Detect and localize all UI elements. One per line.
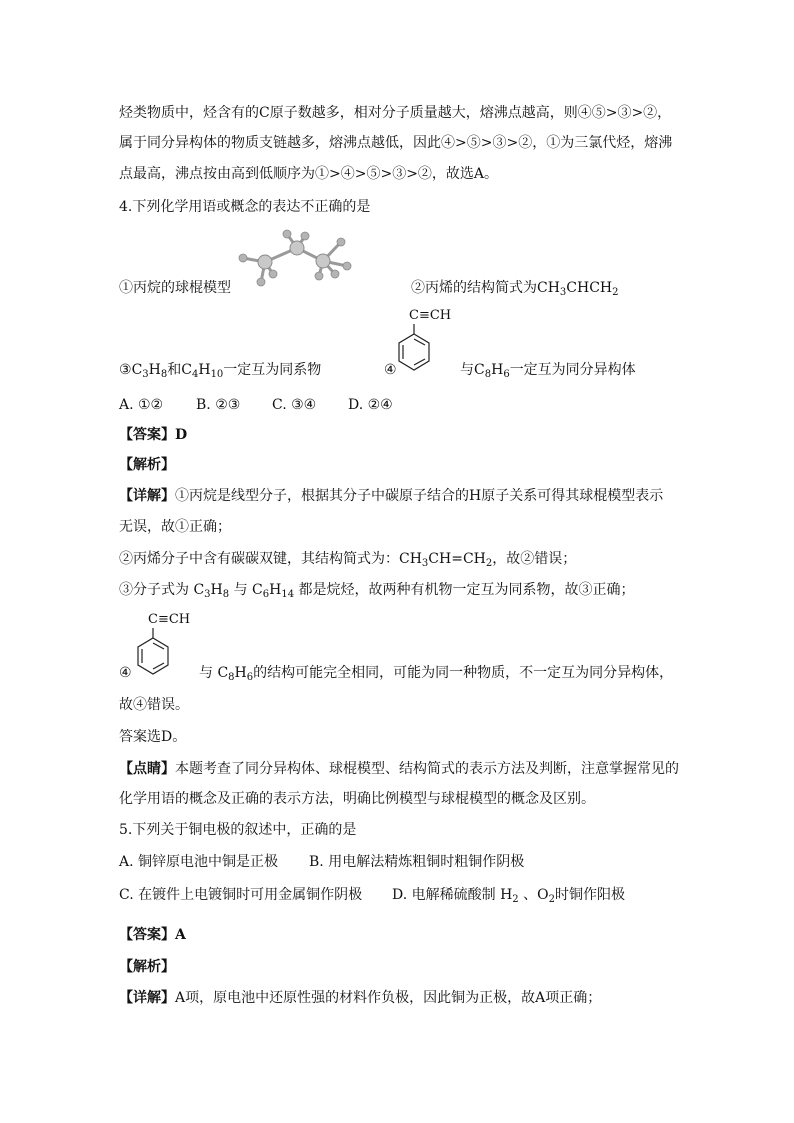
q4-detail-1: 【详解】①丙烷是线型分子，根据其分子中碳原子结合的H原子关系可得其球棍模型表示	[119, 488, 664, 504]
q4-analysis-heading: 【解析】	[119, 457, 175, 473]
alkyne-label-1: C≡CH	[409, 308, 452, 323]
alkyne-label-2: C≡CH	[148, 612, 191, 627]
q4-detail-5: 与 $C_8H_6$的结构可能完全相同，可能为同一种物质，不一定互为同分异构体，	[199, 665, 674, 683]
q4-choice-b: B. ②③	[196, 397, 241, 413]
q4-option-4-number: ④	[384, 362, 397, 378]
q4-option-4: 与$C_8H_6$一定互为同分异构体	[460, 362, 636, 380]
q5-choice-d: D. 电解稀硫酸制 $H_2$ 、$O_2$时铜作阳极	[392, 887, 625, 905]
q4-title: 4.下列化学用语或概念的表达不正确的是	[119, 199, 371, 215]
q4-detail-2: 无误，故①正确；	[119, 519, 231, 535]
q4-detail-6: 故④错误。	[119, 697, 189, 713]
intro-line-2: 属于同分异构体的物质支链越多，熔沸点越低，因此④>⑤>③>②，①为三氯代烃，熔沸	[119, 135, 673, 151]
q4-option-3: $③C_3H_8$和$C_4H_{10}$一定互为同系物	[119, 362, 322, 380]
q5-choice-a: A. 铜锌原电池中铜是正极	[119, 854, 279, 870]
q4-detail-5-number: ④	[119, 665, 132, 681]
intro-line-3: 点最高，沸点按由高到低顺序为①>④>⑤>③>②，故选A。	[119, 166, 499, 182]
q4-detail-7: 答案选D。	[119, 729, 187, 745]
q4-choice-a: A. ①②	[119, 397, 164, 413]
q5-choice-c: C. 在镀件上电镀铜时可用金属铜作阴极	[119, 887, 363, 903]
q4-option-2: ②丙烯的结构简式为$CH_3CHCH_2$	[411, 280, 619, 298]
q5-analysis-heading: 【解析】	[119, 959, 175, 975]
q4-answer: 【答案】D	[119, 427, 188, 443]
q5-choice-b: B. 用电解法精炼粗铜时粗铜作阴极	[309, 854, 525, 870]
q4-tip-1: 【点睛】本题考查了同分异构体、球棍模型、结构简式的表示方法及判断，注意掌握常见的	[119, 761, 679, 777]
q4-detail-4: ③分子式为 $C_3H_8$ 与 $C_6H_{14}$ 都是烷烃，故两种有机物一定互为同系物，故③正确；	[119, 582, 635, 600]
q4-tip-2: 化学用语的概念及正确的表示方法，明确比例模型与球棍模型的概念及区别。	[119, 791, 595, 807]
q4-choice-d: D. ②④	[348, 397, 393, 413]
intro-line-1: 烃类物质中，烃含有的C原子数越多，相对分子质量越大，熔沸点越高，则④⑤>③>②，	[119, 105, 672, 121]
phenylacetylene-structure-1	[396, 324, 436, 372]
q5-answer: 【答案】A	[119, 927, 186, 943]
propane-ball-stick-model	[235, 228, 365, 290]
phenylacetylene-structure-2	[135, 628, 175, 676]
q4-option-1: ①丙烷的球棍模型	[119, 280, 231, 296]
q4-choice-c: C. ③④	[272, 397, 317, 413]
q5-title: 5.下列关于铜电极的叙述中，正确的是	[119, 822, 357, 838]
q5-detail-1: 【详解】A项，原电池中还原性强的材料作负极，因此铜为正极，故A项正确；	[119, 990, 602, 1006]
q4-detail-3: ②丙烯分子中含有碳碳双键，其结构简式为：$CH_3CH=CH_2$，故②错误；	[119, 551, 577, 569]
